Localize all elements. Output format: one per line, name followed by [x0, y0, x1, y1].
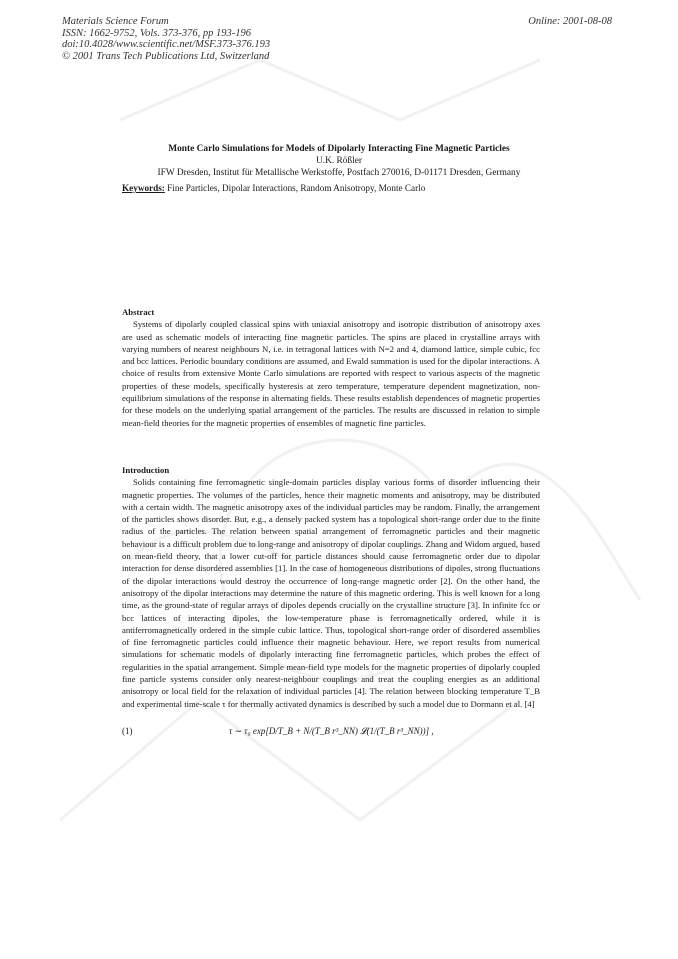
- keywords-list: Fine Particles, Dipolar Interactions, Random Anisotropy, Monte Carlo: [167, 183, 426, 193]
- introduction-text: Solids containing fine ferromagnetic single-domain particles display various forms of disorder influencing their magnetic properties. The volumes of the particles, hence their magnetic moments and anisotropy, may be distributed with a certain width. The magnetic anisotropy axes of the individual particles may be random. Finally, the arrangement of the particles shows disorder. But, e.g., a densely packed system has a topological short-range order due to the finite radius of the particles. The relation between spatial arrangement of ferromagnetic particles and their magnetic behaviour is a difficult problem due to long-range and anisotropy of dipolar couplings. Zhang and Widom argued, based on mean-field theory, that a lower cut-off for particle distances should cause ferromagnetic order due to dipolar interaction for dense disordered assemblies [1]. In the case of homogeneous distributions of dipoles, strong fluctuations of the dipolar interactions would destroy the occurrence of long-range magnetic order [2]. On the other hand, the anisotropy of the dipolar interactions may determine the nature of this magnetic ordering. This is well known for a long time, as the ground-state of regular arrays of dipoles depends crucially on the crystalline structure [3]. In infinite fcc or bcc lattices of interacting dipoles, the low-temperature phase is ferromagnetically ordered, while it is antiferromagnetically ordered in the simple cubic lattice. Thus, topological short-range order of disordered assemblies of fine ferromagnetic particles could influence their magnetic behaviour. Here, we report results from numerical simulations for schematic models of dipolarly interacting fine ferromagnetic particles, which probes the effect of regularities in the spatial arrangement. Simple mean-field type models for the magnetic properties of dipolarly coupled fine particle systems consider only nearest-neighbour couplings and treat the coupling energies as an additional anisotropy or local field for the relaxation of individual particles [4]. The relation between blocking temperature T_B and experimental time-scale τ for thermally activated dynamics is described by such a model due to Dormann et al. [4]: [122, 477, 540, 709]
- keywords-line: [122, 183, 425, 195]
- paper-title: Monte Carlo Simulations for Models of Dipolarly Interacting Fine Magnetic Particles: [168, 144, 510, 154]
- introduction-heading: Introduction: [122, 465, 170, 475]
- online-date: Online: 2001-08-08: [528, 16, 612, 27]
- equation-formula: τ ∼ τ₀ exp[D/T_B + N/(T_B r³_NN) 𝓛(1/(T_B r³_NN))] ,: [229, 726, 434, 736]
- copyright-line: © 2001 Trans Tech Publications Ltd, Switzerland: [62, 50, 270, 62]
- abstract-text: Systems of dipolarly coupled classical spins with uniaxial anisotropy and isotropic distribution of anisotropy axes are used as schematic models of interacting fine magnetic particles. The spins are placed in crystalline arrays with varying numbers of nearest neighbours N, i.e. in tetragonal lattices with N=2 and 4, diamond lattice, simple cubic, fcc and bcc lattices. Periodic boundary conditions are assumed, and Ewald summation is used for the dipolar interactions. A choice of results from extensive Monte Carlo simulations are reported with respect to various aspects of the magnetic properties of these models, specifically hysteresis at zero temperature, temperature dependent magnetization, non-equilibrium simulations of the response in alternating fields. These results establish dependences of magnetic properties for these models on the underlying spatial arrangement of the particles. The results are discussed in relation to simple mean-field theories for the magnetic properties of ensembles of magnetic fine particles.: [122, 319, 540, 428]
- issn-line: ISSN: 1662-9752, Vols. 373-376, pp 193-196: [62, 27, 251, 39]
- keywords-label: Keywords:: [122, 183, 165, 193]
- journal-header: [62, 16, 270, 62]
- journal-name: Materials Science Forum: [62, 16, 169, 27]
- title-block: [62, 144, 616, 179]
- equation-number: (1): [122, 726, 133, 736]
- introduction-section: [122, 464, 540, 710]
- abstract-section: [122, 306, 540, 429]
- paper-affiliation: IFW Dresden, Institut für Metallische Werkstoffe, Postfach 270016, D-01171 Dresden, Germany: [157, 167, 521, 178]
- doi-line[interactable]: doi:10.4028/www.scientific.net/MSF.373-376.193: [62, 39, 271, 50]
- abstract-heading: Abstract: [122, 307, 155, 317]
- paper-author: U.K. Rößler: [315, 155, 363, 166]
